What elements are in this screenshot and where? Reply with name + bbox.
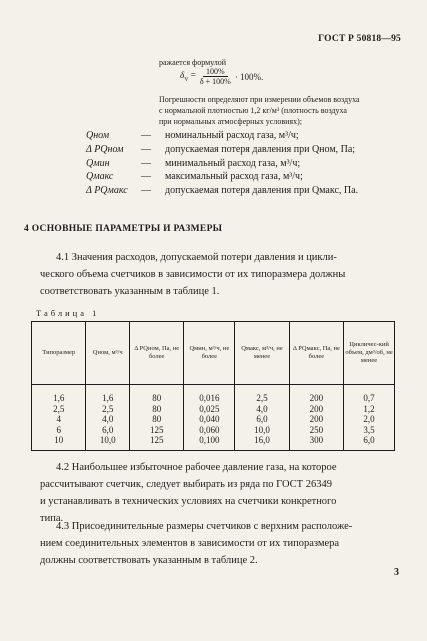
table-cell: 0,025 bbox=[199, 403, 220, 414]
definition-text: номинальный расход газа, м³/ч; bbox=[165, 130, 299, 141]
formula-numerator: 100% bbox=[203, 67, 228, 77]
definition-symbol: Qмакс bbox=[86, 171, 114, 183]
note-line: с нормальной плотностью 1,2 кг/м³ (плотность воздуха bbox=[159, 106, 347, 115]
table-cell: 2,5 bbox=[256, 393, 268, 403]
column-header: Типоразмер bbox=[32, 322, 86, 385]
table-header-row bbox=[32, 322, 395, 385]
paragraph-line: рассчитывают счетчик, следует выбирать из ряда по ГОСТ 26349 bbox=[40, 479, 332, 490]
table-column bbox=[86, 385, 130, 451]
table-cell: 125 bbox=[149, 424, 164, 435]
paragraph-4-1 bbox=[40, 249, 393, 300]
intro-text: ражается формулой bbox=[159, 58, 227, 67]
table-cell: 6 bbox=[56, 424, 61, 435]
table-column bbox=[129, 385, 183, 451]
paragraph-line: 4.3 Присоединительные размеры счетчиков с верхним расположе- bbox=[56, 521, 353, 532]
note-line: Погрешности определяют при измерении объемов воздуха bbox=[159, 95, 360, 104]
definition-symbol: Qмин bbox=[86, 157, 110, 169]
table-cell: 2,5 bbox=[53, 403, 65, 414]
definition-symbol: Δ PQмакс bbox=[86, 185, 128, 197]
definition-dash: — bbox=[141, 185, 151, 197]
definition-symbol: Qном bbox=[86, 130, 110, 141]
table-cell: 80 bbox=[152, 393, 162, 403]
definition-symbol: Δ PQном bbox=[86, 143, 124, 155]
column-header: Qном, м³/ч bbox=[86, 322, 130, 385]
paragraph-line: 4.1 Значения расходов, допускаемой потери давления и цикли- bbox=[56, 252, 337, 263]
table-cell: 16,0 bbox=[254, 435, 270, 445]
table-cell: 300 bbox=[309, 435, 324, 445]
paragraph-line: ческого объема счетчиков в зависимости от их типоразмера должны bbox=[40, 269, 346, 280]
table-cell: 6,0 bbox=[256, 414, 268, 424]
formula bbox=[180, 67, 263, 86]
section-title: 4 ОСНОВНЫЕ ПАРАМЕТРЫ И РАЗМЕРЫ bbox=[24, 224, 223, 234]
definition-dash: — bbox=[141, 130, 151, 141]
formula-tail: · 100%. bbox=[234, 71, 264, 82]
document-header: ГОСТ Р 50818—95 bbox=[318, 34, 401, 44]
definition-text: минимальный расход газа, м³/ч; bbox=[165, 157, 301, 169]
table-cell: 4,0 bbox=[102, 414, 114, 424]
table-cell: 1,2 bbox=[363, 403, 375, 414]
table-column bbox=[289, 385, 343, 451]
table-cell: 80 bbox=[152, 414, 162, 424]
table-cell: 200 bbox=[309, 403, 324, 414]
column-header: Δ PQном, Па, не более bbox=[129, 322, 183, 385]
definition-text: допускаемая потеря давления при Qном, Па; bbox=[165, 143, 356, 155]
table-cell: 4,0 bbox=[256, 403, 268, 414]
column-header: Qмакс, м³/ч, не менее bbox=[235, 322, 289, 385]
table-cell: 1,6 bbox=[53, 393, 65, 403]
definition-row bbox=[86, 157, 358, 171]
page-number: 3 bbox=[394, 567, 399, 578]
table-cell: 6,0 bbox=[102, 424, 114, 435]
paragraph-4-3 bbox=[40, 518, 393, 569]
definition-row bbox=[86, 184, 358, 198]
table-cell: 3,5 bbox=[363, 424, 375, 435]
paragraph-line: соответствовать указанным в таблице 1. bbox=[40, 286, 220, 297]
table-cell: 10,0 bbox=[99, 435, 116, 445]
table-cell: 6,0 bbox=[363, 435, 375, 445]
table-cell: 2,0 bbox=[363, 414, 375, 424]
definitions-list bbox=[86, 129, 358, 198]
definition-dash: — bbox=[141, 143, 151, 155]
table-cell: 0,060 bbox=[199, 424, 220, 435]
table-cell: 1,6 bbox=[102, 393, 114, 403]
table-cell: 200 bbox=[309, 414, 324, 424]
definition-dash: — bbox=[141, 157, 151, 169]
table-cell: 10,0 bbox=[254, 424, 270, 435]
table-cell: 0,100 bbox=[199, 435, 220, 445]
table-column bbox=[32, 385, 86, 451]
definition-dash: — bbox=[141, 171, 151, 183]
definition-text: максимальный расход газа, м³/ч; bbox=[165, 171, 303, 183]
table-cell: 0,7 bbox=[363, 393, 375, 403]
table-cell: 80 bbox=[152, 403, 162, 414]
definition-row bbox=[86, 143, 358, 157]
paragraph-line: нием соединительных элементов в зависимости от их типоразмера bbox=[40, 538, 340, 549]
formula-lhs: $\delta_V$ = bbox=[180, 70, 196, 83]
table-cell: 4 bbox=[56, 414, 61, 424]
table-column bbox=[235, 385, 289, 451]
table-cell: 0,016 bbox=[199, 393, 220, 403]
table-cell: 2,5 bbox=[102, 403, 114, 414]
parameters-table bbox=[31, 321, 395, 451]
table-cell: 250 bbox=[309, 424, 324, 435]
definition-text: допускаемая потеря давления при Qмакс, Па. bbox=[165, 185, 359, 197]
paragraph-line: 4.2 Наибольшее избыточное рабочее давление газа, на которое bbox=[56, 462, 337, 473]
column-header: Δ PQмакс, Па, не более bbox=[289, 322, 343, 385]
definition-row bbox=[86, 170, 358, 184]
column-header: Qмин, м³/ч, не более bbox=[184, 322, 235, 385]
formula-fraction bbox=[200, 67, 231, 86]
column-header: Цикличес-кий объем, дм³/об, не менее bbox=[344, 322, 395, 385]
table-cell: 0,040 bbox=[199, 414, 220, 424]
table-cell: 200 bbox=[309, 393, 324, 403]
paragraph-4-2 bbox=[40, 459, 393, 527]
paragraph-line: типа. bbox=[40, 513, 64, 524]
error-note bbox=[159, 94, 405, 127]
table-cell: 10 bbox=[54, 435, 64, 445]
table-cell: 125 bbox=[149, 435, 164, 445]
table-body-row bbox=[32, 385, 395, 451]
table-label: Таблица 1 bbox=[36, 308, 100, 318]
note-line: при нормальных атмосферных условиях); bbox=[159, 117, 302, 126]
table-column bbox=[344, 385, 395, 451]
table-column bbox=[184, 385, 235, 451]
formula-denominator: δ + 100% bbox=[199, 77, 231, 86]
paragraph-line: должны соответствовать указанным в таблице 2. bbox=[40, 555, 258, 566]
definition-row bbox=[86, 129, 358, 143]
paragraph-line: и устанавливать в технических условиях на счетчики конкретного bbox=[40, 496, 337, 507]
